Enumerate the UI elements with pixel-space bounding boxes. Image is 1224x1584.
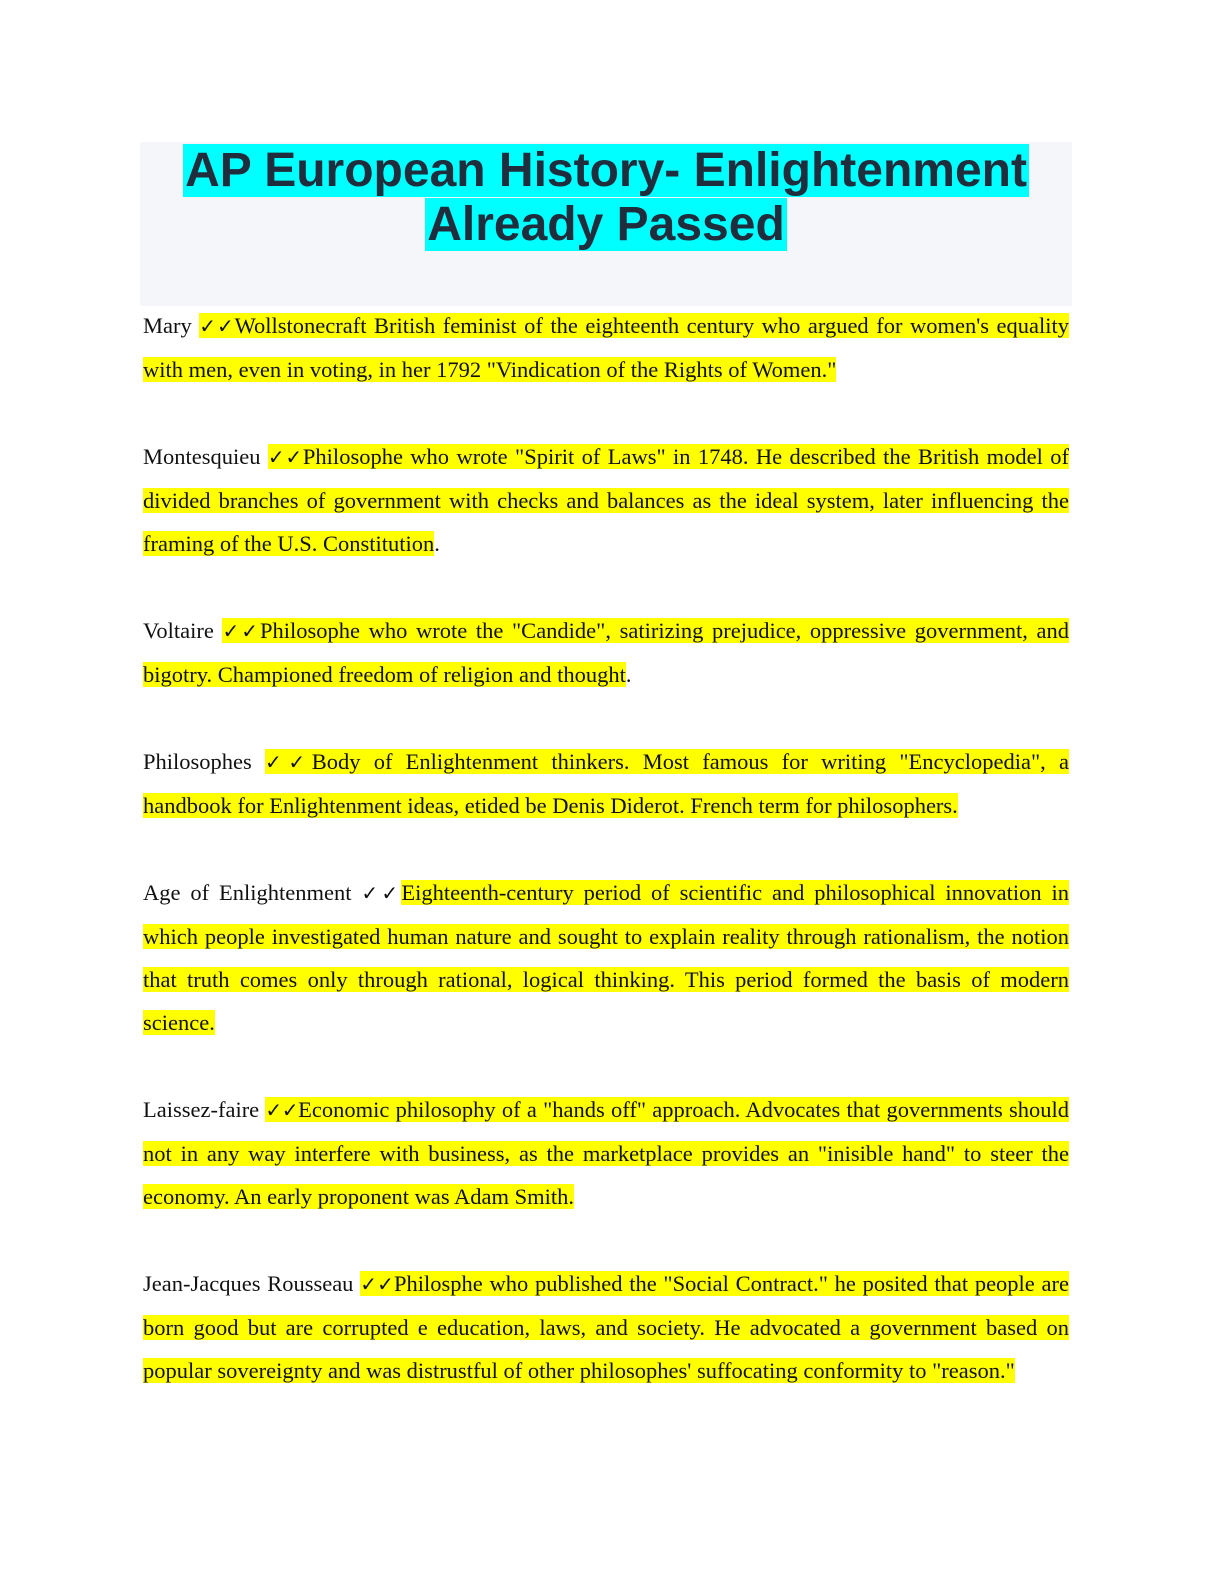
term: Philosophes: [143, 749, 252, 774]
term: Voltaire: [143, 618, 214, 643]
page-title-text-2: Already Passed: [427, 198, 785, 251]
glossary-entry: [143, 740, 1069, 827]
term: Laissez-faire: [143, 1097, 260, 1122]
glossary-entry: [143, 1088, 1069, 1218]
definition: Philosophe who wrote the "Candide", satirizing prejudice, oppressive government, and bigotry. Championed freedom of religion and thought: [143, 618, 1069, 687]
check-icon: ✓✓: [265, 1098, 299, 1122]
page-title-text-1: AP European History- Enlightenment: [185, 144, 1027, 197]
glossary-entry: [143, 304, 1069, 391]
trailing-punctuation: .: [625, 662, 632, 687]
check-icon: ✓✓: [267, 445, 303, 469]
check-icon: ✓✓: [361, 881, 402, 905]
definition: Philosophe who wrote "Spirit of Laws" in 1748. He described the British model of divided branches of government with checks and balances as the ideal system, later influencing the framing of the U.S. Constitution: [143, 444, 1070, 556]
check-icon: ✓✓: [360, 1272, 394, 1296]
term: Jean-Jacques Rousseau: [143, 1271, 354, 1296]
page-title-line-2: [140, 198, 1072, 252]
glossary-list: [143, 304, 1069, 1436]
check-icon: ✓✓: [199, 314, 235, 338]
definition: Philosphe who published the "Social Contract." he posited that people are born good but are corrupted e education, laws, and society. He advocated a government based on popular sovereignty and was distrustful of other philosophes' suffocating conformity to "reason.": [143, 1271, 1070, 1383]
page-title-line-1: [140, 144, 1072, 198]
term: Montesquieu: [143, 444, 261, 469]
trailing-punctuation: .: [434, 531, 440, 556]
title-block: [140, 142, 1072, 306]
definition: Body of Enlightenment thinkers. Most famous for writing "Encyclopedia", a handbook for Enlightenment ideas, etided be Denis Diderot. French term for philosophers.: [143, 749, 1069, 818]
glossary-entry: [143, 871, 1069, 1044]
glossary-entry: [143, 435, 1069, 565]
term: Mary: [143, 313, 192, 338]
glossary-entry: [143, 609, 1069, 696]
definition: Economic philosophy of a "hands off" approach. Advocates that governments should not in any way interfere with business, as the marketplace provides an "inisible hand" to steer the economy. An early proponent was Adam Smith.: [143, 1097, 1070, 1209]
check-icon: ✓✓: [222, 619, 260, 643]
definition: Wollstonecraft British feminist of the eighteenth century who argued for women's equality with men, even in voting, in her 1792 "Vindication of the Rights of Women.": [143, 313, 1070, 382]
definition: Eighteenth-century period of scientific and philosophical innovation in which people investigated human nature and sought to explain reality through rationalism, the notion that truth comes only through rational, logical thinking. This period formed the basis of modern science.: [143, 880, 1070, 1035]
check-icon: ✓✓: [265, 750, 312, 774]
term: Age of Enlightenment: [143, 880, 352, 905]
glossary-entry: [143, 1262, 1069, 1392]
